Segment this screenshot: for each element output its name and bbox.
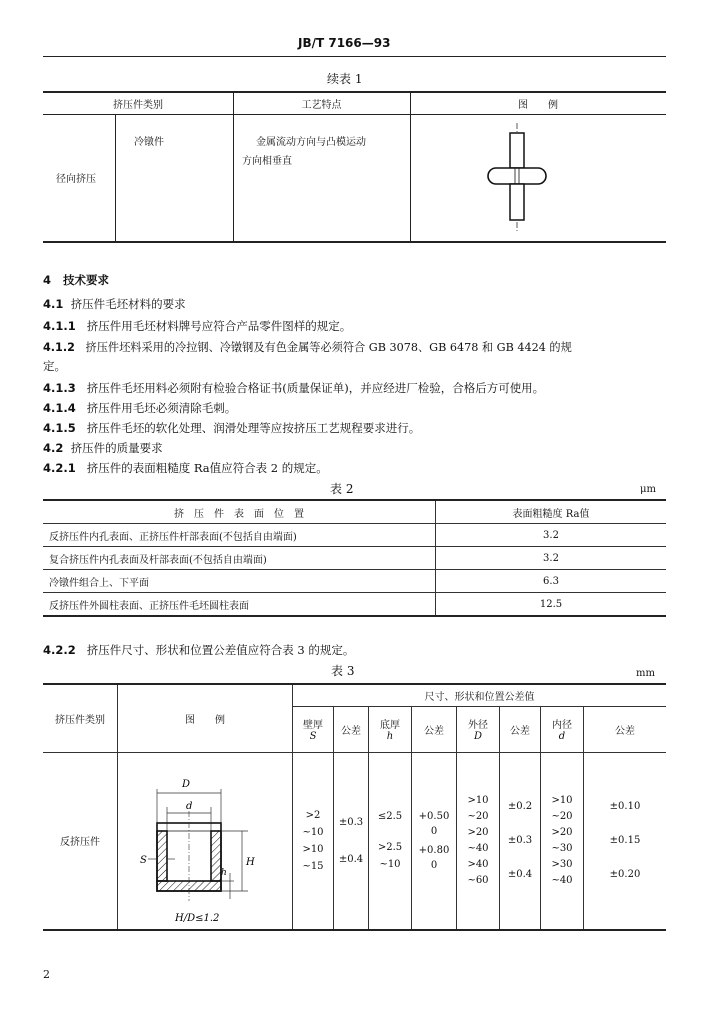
table1-category: 径向挤压: [56, 174, 96, 185]
inner-tol-cell: ±0.10 ±0.15 ±0.20: [584, 752, 667, 930]
table2-header-row: [43, 500, 666, 524]
bottom-range-cell: ≤2.5 >2.5 ~10: [369, 752, 412, 930]
section-4-1-2: 4.1.2 挤压件坯料采用的冷拉钢、冷镦钢及有色金属等必须符合 GB 3078、GB 6478 和 GB 4424 的规: [43, 341, 572, 354]
section-4-1-3: 4.1.3 挤压件毛坯用料必须附有检验合格证书(质量保证单)，并应经进厂检验，合格后方可使用。: [43, 381, 545, 395]
table3-header-tolerance: 尺寸、形状和位置公差值: [293, 684, 667, 706]
table3-caption: 表 3: [331, 664, 355, 678]
table1-header-figure: 图 例: [518, 100, 558, 111]
table1-caption: 续表 1: [327, 72, 363, 86]
figure-label-H: H: [246, 856, 255, 868]
bottom-tol-cell: +0.50 0 +0.80 0: [412, 752, 457, 930]
figure-label-d: d: [186, 800, 193, 812]
back-extrusion-figure: [120, 753, 290, 929]
table2-unit: μm: [640, 484, 656, 495]
table-row: 反挤压件外圆柱表面、正挤压件毛坯圆柱表面 12.5: [43, 593, 666, 617]
table3-figure-cell: [118, 752, 293, 930]
standard-number: JB/T 7166—93: [298, 36, 391, 50]
table-row: [43, 752, 666, 930]
table3-category: 反挤压件: [43, 752, 118, 930]
table2-header-roughness: 表面粗糙度 Ra值: [436, 500, 667, 524]
table2: [43, 499, 666, 617]
figure-label-h: h: [221, 867, 227, 878]
table1-bottom-rule: [43, 241, 666, 243]
wall-tol-cell: ±0.3 ±0.4: [334, 752, 369, 930]
section-4-2-2: 4.2.2 挤压件尺寸、形状和位置公差值应符合表 3 的规定。: [43, 643, 355, 657]
inner-range-cell: >10 ~20 >20 ~30 >30 ~40: [541, 752, 584, 930]
table-row: 冷镦件组合上、下平面 6.3: [43, 570, 666, 593]
figure-label-D: D: [182, 778, 191, 790]
table3: 挤压件类别 图 例 尺寸、形状和位置公差值 壁厚 S 公差 底厚 h 公差 外径 D 公差 内径 d 公差 反挤压件 D d S H h H/D≤1.2 >2 ~10 >10 ~15 ±0.3 ±0.4 ≤2.5 >2.5 ~10 +0.50 0 +0.80 0 >10 ~20 >20 ~40 >40 ~60 ±0.2 ±0.3 ±0.4 >10 ~20 >20 ~30 >30 ~40 ±0.10 ±0.15 ±0.20: [43, 683, 666, 931]
section-4-2-1: 4.2.1 挤压件的表面粗糙度 Ra值应符合表 2 的规定。: [43, 461, 328, 475]
outer-tol-cell: ±0.2 ±0.3 ±0.4: [500, 752, 541, 930]
table-row: 复合挤压件内孔表面及杆部表面(不包括自由端面) 3.2: [43, 547, 666, 570]
table1-feature-line2: 方向相垂直: [242, 156, 292, 167]
table1-header-category: 挤压件类别: [113, 100, 163, 111]
table2-caption: 表 2: [330, 482, 354, 496]
table1-divider: [115, 114, 116, 242]
table1-subtype: 冷镦件: [134, 137, 164, 148]
section-4-1-5: 4.1.5 挤压件毛坯的软化处理、润滑处理等应按挤压工艺规程要求进行。: [43, 421, 421, 435]
wall-range-cell: >2 ~10 >10 ~15: [293, 752, 334, 930]
outer-range-cell: >10 ~20 >20 ~40 >40 ~60: [457, 752, 500, 930]
section-heading: 4 技术要求: [43, 273, 110, 287]
figure-ratio: H/D≤1.2: [175, 912, 220, 924]
section-4-1: 4.1 挤压件毛坯材料的要求: [43, 297, 186, 311]
cold-heading-part-figure: [480, 123, 560, 233]
table1-top-rule: [43, 91, 666, 93]
page-number: 2: [43, 968, 50, 981]
table2-header-position: 挤 压 件 表 面 位 置: [43, 500, 436, 524]
header-rule: [43, 56, 666, 57]
table1-divider: [410, 91, 411, 242]
section-4-1-4: 4.1.4 挤压件用毛坯必须清除毛刺。: [43, 401, 237, 415]
table1-header-rule: [43, 114, 666, 115]
table-row: 反挤压件内孔表面、正挤压件杆部表面(不包括自由端面) 3.2: [43, 524, 666, 547]
table1-divider: [233, 91, 234, 242]
table3-header-figure: 图 例: [118, 684, 293, 752]
table3-unit: mm: [636, 668, 655, 679]
table1-feature-line1: 金属流动方向与凸模运动: [256, 137, 366, 148]
figure-label-S: S: [140, 854, 147, 866]
table3-header-category: 挤压件类别: [43, 684, 118, 752]
table1-header-feature: 工艺特点: [301, 100, 342, 111]
section-4-1-1: 4.1.1 挤压件用毛坯材料牌号应符合产品零件图样的规定。: [43, 319, 352, 333]
section-4-2: 4.2 挤压件的质量要求: [43, 441, 163, 455]
section-4-1-2-cont: 定。: [43, 359, 66, 373]
